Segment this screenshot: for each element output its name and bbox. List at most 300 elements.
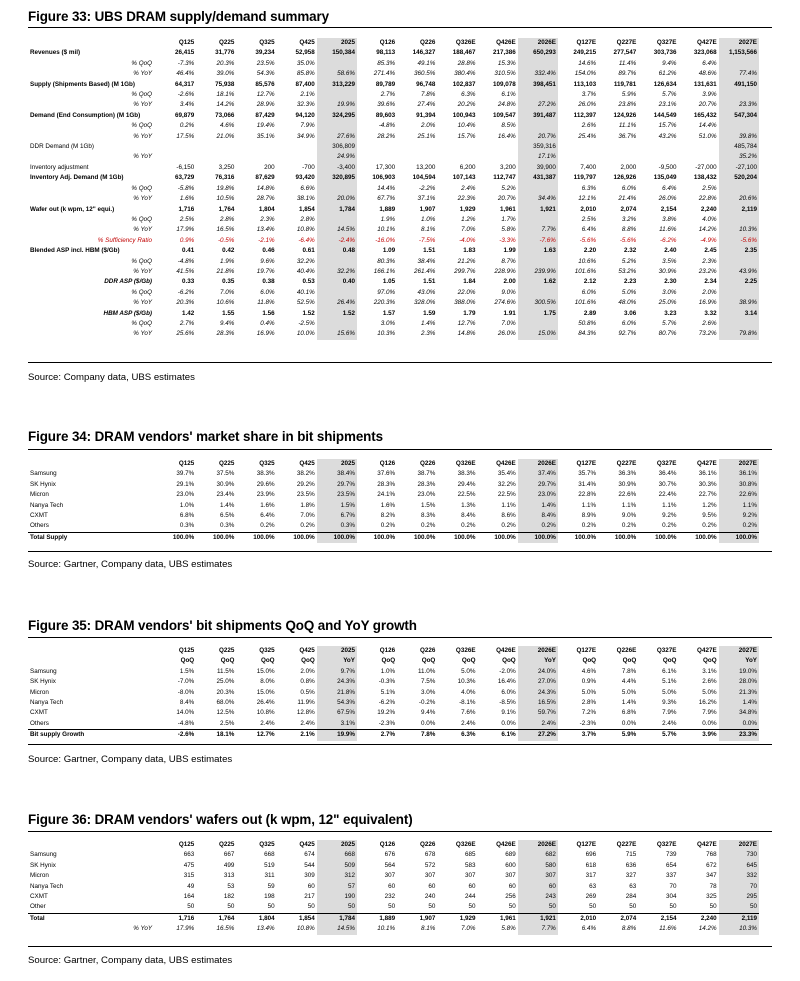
- table-cell: 2.3%: [702, 257, 717, 265]
- table-cell: 14.8%: [457, 330, 476, 338]
- table-cell: 96,748: [416, 80, 436, 88]
- table-cell: 5.2%: [621, 257, 637, 265]
- table-cell: 50: [518, 902, 558, 913]
- column-header: Q226: [419, 647, 436, 654]
- table-cell: 76,316: [215, 174, 235, 182]
- table-cell: -5.6%: [719, 236, 759, 246]
- table-cell: -2.0%: [499, 667, 516, 675]
- table-row: [28, 329, 759, 339]
- table-cell: 347: [706, 872, 717, 880]
- table-cell: 21.8%: [216, 267, 235, 275]
- table-cell: -6.4%: [298, 236, 315, 244]
- table-cell: 68.0%: [216, 699, 235, 707]
- table-cell: [156, 152, 196, 162]
- table-cell: 50: [709, 903, 717, 911]
- table-cell: 16.4%: [497, 678, 516, 686]
- table-cell: 87,629: [255, 174, 275, 182]
- table-cell: 2.0%: [702, 288, 717, 296]
- table-cell: 10.5%: [216, 195, 235, 203]
- table-cell: -4.9%: [700, 236, 717, 244]
- column-subheader: YoY: [518, 656, 558, 666]
- column-header: Q226: [419, 460, 436, 467]
- table-cell: 9.3%: [662, 699, 677, 707]
- table-cell: 359,316: [518, 142, 558, 152]
- table-cell: 20.0%: [317, 194, 357, 204]
- table-cell: 29.4%: [457, 480, 476, 488]
- table-cell: 200: [264, 163, 275, 171]
- row-label: SK Hynix: [30, 861, 56, 869]
- table-cell: 1.0%: [179, 501, 195, 509]
- table-cell: 63: [629, 882, 637, 890]
- table-cell: -5.8%: [177, 184, 195, 192]
- table-cell: 4.0%: [702, 215, 717, 223]
- table-cell: 28.9%: [256, 101, 275, 109]
- table-cell: -6.2%: [177, 288, 195, 296]
- table-cell: 13.4%: [256, 925, 275, 933]
- table-cell: 22.5%: [457, 491, 476, 499]
- table-cell: 6.0%: [501, 688, 516, 696]
- table-cell: -5.6%: [579, 236, 597, 244]
- column-header: Q326E: [455, 39, 476, 46]
- table-cell: 1.1%: [719, 501, 759, 511]
- table-cell: 6.0%: [260, 288, 275, 296]
- table-cell: 23.8%: [618, 101, 637, 109]
- table-cell: [719, 90, 759, 100]
- table-cell: 2.12: [583, 278, 597, 286]
- table-cell: 101.6%: [574, 299, 597, 307]
- table-cell: 53.2%: [618, 267, 637, 275]
- table-cell: 87,429: [255, 111, 275, 119]
- table-cell: 306,809: [317, 142, 357, 152]
- table-cell: 6.8%: [621, 709, 637, 717]
- table-cell: [719, 121, 759, 131]
- table-cell: 11.5%: [217, 667, 235, 675]
- table-cell: 12.7%: [256, 91, 275, 99]
- column-subheader: QoQ: [502, 657, 516, 665]
- table-cell: 6.7%: [317, 511, 357, 521]
- table-cell: 8.0%: [260, 678, 275, 686]
- column-header: Q326E: [455, 460, 476, 467]
- table-cell: [317, 184, 357, 194]
- table-cell: 27.4%: [417, 101, 436, 109]
- table-cell: 8.7%: [501, 257, 516, 265]
- table-cell: 25.6%: [176, 330, 195, 338]
- table-cell: 22.7%: [698, 491, 717, 499]
- table-row: [28, 184, 759, 194]
- column-header: Q225: [219, 39, 235, 46]
- table-cell: 79.8%: [719, 329, 759, 339]
- table-cell: 7.6%: [461, 709, 476, 717]
- table-row: [28, 267, 759, 277]
- table-cell: 8.6%: [501, 512, 516, 520]
- table-cell: 18.1%: [196, 730, 236, 741]
- row-label: Wafer out (k wpm, 12" equi.): [30, 205, 115, 213]
- table-cell: 22.6%: [618, 491, 637, 499]
- table-cell: 23.0%: [518, 490, 558, 500]
- table-cell: 38.2%: [296, 470, 315, 478]
- table-cell: 22.3%: [457, 195, 476, 203]
- row-label: % YoY: [133, 195, 153, 203]
- column-subheader: QoQ: [703, 657, 717, 665]
- table-cell: 1,929: [459, 205, 476, 213]
- table-cell: 307: [424, 872, 436, 880]
- table-cell: 2.1%: [300, 91, 315, 99]
- table-cell: 26.0%: [497, 330, 516, 338]
- table-cell: 7.7%: [518, 225, 558, 235]
- table-row: [28, 871, 759, 881]
- table-cell: 98,113: [376, 49, 396, 57]
- table-cell: 9.2%: [662, 512, 677, 520]
- table-cell: 23.3%: [719, 100, 759, 110]
- table-cell: 2,010: [580, 205, 597, 213]
- column-header: Q127E: [576, 460, 597, 467]
- column-subheader: QoQ: [582, 657, 597, 665]
- table-cell: 475: [183, 861, 195, 869]
- table-cell: 12.5%: [216, 709, 235, 717]
- table-cell: 14.8%: [256, 184, 275, 192]
- table-row: [28, 142, 759, 152]
- column-subheader: YoY: [317, 656, 357, 666]
- table-cell: 654: [665, 861, 677, 869]
- table-cell: 23.4%: [216, 491, 235, 499]
- table-cell: 20.7%: [698, 101, 717, 109]
- table-cell: 1,907: [419, 205, 436, 213]
- table-cell: 34.9%: [296, 132, 315, 140]
- row-label: Samsung: [30, 667, 57, 675]
- table-cell: 100.0%: [277, 532, 317, 543]
- table-cell: 1.63: [518, 246, 558, 256]
- table-cell: -3,400: [317, 163, 357, 173]
- column-header: Q226: [419, 841, 436, 848]
- table-cell: 1.4%: [719, 698, 759, 708]
- table-cell: 85,576: [255, 80, 275, 88]
- table-cell: 682: [518, 850, 558, 860]
- table-cell: 583: [465, 861, 476, 869]
- table-cell: 24.0%: [518, 667, 558, 677]
- table-cell: 38.7%: [417, 470, 436, 478]
- table-cell: 10.3%: [719, 924, 759, 934]
- table-cell: 315: [183, 872, 195, 880]
- table-cell: 1,961: [499, 205, 516, 213]
- table-cell: 580: [518, 861, 558, 871]
- table-cell: 5.0%: [621, 688, 637, 696]
- table-cell: [357, 152, 397, 162]
- table-cell: 2.5%: [179, 215, 195, 223]
- table-cell: 431,387: [518, 173, 558, 183]
- table-cell: 15.0%: [256, 667, 275, 675]
- table-cell: 22.8%: [578, 491, 597, 499]
- table-cell: 52.5%: [296, 299, 315, 307]
- table-cell: 1.99: [503, 247, 516, 255]
- table-cell: 520,204: [719, 173, 759, 183]
- table-cell: 1.52: [302, 309, 315, 317]
- table-cell: 0.2%: [518, 521, 558, 532]
- table-cell: [719, 59, 759, 69]
- table-cell: 1.1%: [581, 501, 597, 509]
- table-cell: 7.8%: [397, 730, 437, 741]
- table-cell: 6.4%: [260, 512, 275, 520]
- table-row: [28, 677, 759, 687]
- table-cell: 36.4%: [658, 470, 677, 478]
- table-cell: 31.4%: [578, 480, 597, 488]
- row-label: Inventory adjustment: [30, 163, 89, 171]
- row-label: Nanya Tech: [30, 501, 64, 509]
- table-cell: 11.6%: [659, 226, 677, 234]
- row-label: Revenues ($ mil): [30, 49, 81, 57]
- table-cell: 22.0%: [457, 288, 476, 296]
- row-label: DDR Demand (M 1Gb): [30, 143, 95, 151]
- table-cell: 29.7%: [317, 480, 357, 490]
- table-cell: 39.6%: [377, 101, 396, 109]
- table-cell: 1.0%: [420, 215, 436, 223]
- table-cell: -27,000: [695, 163, 717, 171]
- table-cell: 0.5%: [300, 688, 315, 696]
- table-cell: 14.0%: [176, 709, 195, 717]
- table-cell: 5.0%: [621, 288, 637, 296]
- column-header: Q126: [379, 841, 396, 848]
- table-cell: 24.3%: [518, 688, 558, 698]
- table-cell: 1.62: [518, 277, 558, 287]
- table-cell: 23.5%: [296, 491, 315, 499]
- table-cell: 10.6%: [578, 257, 597, 265]
- table-cell: -0.2%: [418, 699, 436, 707]
- table-cell: [236, 152, 276, 162]
- table-cell: 650,293: [518, 48, 558, 58]
- table-cell: 53: [227, 882, 235, 890]
- table-cell: 324,295: [317, 111, 357, 121]
- table-cell: 73,066: [215, 111, 235, 119]
- column-header: Q225: [219, 841, 235, 848]
- column-header: 2027E: [719, 840, 759, 850]
- table-cell: 150,384: [317, 48, 357, 58]
- table-cell: 37.4%: [518, 469, 558, 479]
- table-cell: 50: [267, 903, 275, 911]
- table-cell: 113,103: [573, 80, 597, 88]
- table-cell: 6.1%: [501, 91, 516, 99]
- table-cell: 60: [508, 882, 516, 890]
- row-label: Inventory Adj. Demand (M 1Gb): [30, 174, 124, 182]
- header-row: [28, 38, 759, 48]
- row-label: HBM ASP ($/Gb): [103, 309, 153, 317]
- table-cell: 29.1%: [176, 480, 195, 488]
- table-cell: 30.9%: [216, 480, 235, 488]
- table-cell: 739: [665, 851, 677, 859]
- table-cell: 398,451: [518, 80, 558, 90]
- table-cell: 25.1%: [417, 132, 436, 140]
- row-label: Micron: [30, 688, 49, 696]
- table-cell: 8.8%: [621, 925, 637, 933]
- table-cell: 38.3%: [256, 470, 275, 478]
- table-cell: 135,049: [653, 174, 677, 182]
- column-header: Q226E: [616, 647, 637, 654]
- table-cell: 24.8%: [497, 101, 516, 109]
- row-label: % YoY: [133, 226, 153, 234]
- table-cell: 144,549: [653, 111, 677, 119]
- column-header: 2025: [317, 646, 357, 656]
- column-header: Q425: [299, 39, 315, 46]
- row-label: % QoQ: [131, 122, 153, 130]
- row-label: % YoY: [133, 70, 153, 78]
- table-cell: 668: [317, 850, 357, 860]
- table-cell: 730: [719, 850, 759, 860]
- table-cell: 2.32: [624, 247, 637, 255]
- table-cell: 674: [304, 851, 315, 859]
- table-cell: 5.8%: [501, 226, 516, 234]
- table-cell: 50.8%: [578, 319, 597, 327]
- table-cell: 10.8%: [296, 226, 315, 234]
- fig35-source: Source: Gartner, Company data, UBS estimates: [28, 754, 233, 765]
- table-cell: 3.8%: [662, 215, 677, 223]
- header-label-cell: [28, 646, 156, 656]
- table-cell: 2.1%: [277, 730, 317, 741]
- table-cell: 696: [585, 851, 597, 859]
- table-cell: 240: [424, 893, 436, 901]
- table-cell: 2.25: [719, 277, 759, 287]
- table-cell: 43.2%: [658, 132, 677, 140]
- table-cell: 2.8%: [581, 699, 597, 707]
- table-cell: 3.0%: [380, 319, 396, 327]
- table-cell: 9.6%: [260, 257, 275, 265]
- table-row: [28, 163, 759, 173]
- column-header: Q125: [178, 39, 195, 46]
- table-cell: 15.7%: [658, 122, 677, 130]
- table-cell: 35.1%: [256, 132, 275, 140]
- row-label: % QoQ: [131, 184, 153, 192]
- table-cell: -4.8%: [378, 122, 396, 130]
- table-cell: 16.9%: [698, 299, 717, 307]
- table-cell: 6.6%: [300, 184, 315, 192]
- table-row: [28, 882, 759, 892]
- table-cell: 20.3%: [176, 299, 195, 307]
- table-cell: -2.5%: [298, 319, 315, 327]
- table-cell: 309: [304, 872, 315, 880]
- table-cell: 0.40: [317, 277, 357, 287]
- table-cell: 5.8%: [501, 925, 516, 933]
- table-cell: 67.5%: [317, 708, 357, 718]
- table-cell: 7,400: [580, 163, 597, 171]
- table-cell: 3.7%: [558, 730, 598, 741]
- fig36-source: Source: Gartner, Company data, UBS estimates: [28, 955, 233, 966]
- row-label: Supply (Shipments Based) (M 1Gb): [30, 80, 135, 88]
- table-cell: 39.0%: [216, 70, 235, 78]
- table-cell: 50: [719, 902, 759, 913]
- table-cell: 1,784: [317, 913, 357, 924]
- table-cell: -6.2%: [378, 699, 396, 707]
- table-cell: 1.4%: [518, 501, 558, 511]
- table-row: [28, 246, 759, 256]
- table-cell: 30.3%: [698, 480, 717, 488]
- row-label: % YoY: [133, 153, 153, 161]
- table-cell: 9.4%: [220, 319, 235, 327]
- table-cell: 2.7%: [380, 91, 396, 99]
- table-cell: 8.1%: [420, 226, 436, 234]
- column-subheader: YoY: [719, 656, 759, 666]
- table-cell: 138,432: [693, 174, 717, 182]
- table-cell: -8.5%: [499, 699, 516, 707]
- table-cell: 77.4%: [719, 69, 759, 79]
- table-cell: 547,304: [719, 111, 759, 121]
- table-cell: 0.0%: [702, 719, 717, 727]
- table-cell: [196, 152, 236, 162]
- table-cell: 112,397: [573, 111, 597, 119]
- row-label: Total: [28, 913, 156, 924]
- column-subheader: QoQ: [421, 657, 436, 665]
- table-cell: 85.8%: [296, 70, 315, 78]
- table-cell: 9.1%: [501, 709, 516, 717]
- table-cell: 19.9%: [317, 730, 357, 741]
- table-cell: 2.20: [583, 247, 597, 255]
- table-cell: 39.8%: [719, 132, 759, 142]
- table-cell: 304: [665, 893, 677, 901]
- table-cell: 29.6%: [256, 480, 275, 488]
- column-header: Q225: [219, 647, 235, 654]
- table-cell: 11.8%: [257, 299, 275, 307]
- table-cell: 284: [625, 893, 637, 901]
- table-cell: 28.2%: [377, 132, 396, 140]
- table-cell: 5.1%: [380, 688, 396, 696]
- table-cell: 2.00: [503, 278, 516, 286]
- table-cell: 19.9%: [317, 100, 357, 110]
- table-cell: 0.3%: [179, 522, 195, 530]
- table-cell: 28.3%: [216, 330, 235, 338]
- table-cell: 332: [719, 871, 759, 881]
- row-label: Others: [30, 719, 49, 727]
- fig35-top-rule: [28, 637, 772, 638]
- table-cell: [558, 152, 598, 162]
- table-cell: [196, 142, 236, 152]
- row-label: CXMT: [30, 709, 48, 717]
- table-cell: 20.7%: [518, 132, 558, 142]
- table-cell: 10.8%: [296, 925, 315, 933]
- table-cell: [317, 59, 357, 69]
- column-subheader: QoQ: [301, 657, 315, 665]
- table-cell: 5.7%: [662, 91, 677, 99]
- table-row: [28, 511, 759, 521]
- table-row: [28, 277, 759, 287]
- table-cell: 102,837: [452, 80, 476, 88]
- table-cell: 59.7%: [518, 708, 558, 718]
- table-cell: 30.9%: [618, 480, 637, 488]
- table-cell: 269: [585, 893, 597, 901]
- table-cell: 2.30: [664, 278, 677, 286]
- table-row: [28, 719, 759, 730]
- row-label: Blended ASP incl. HBM ($/Gb): [30, 247, 120, 255]
- table-cell: 29.2%: [296, 480, 315, 488]
- table-cell: 499: [223, 861, 235, 869]
- table-cell: 509: [317, 861, 357, 871]
- table-cell: 28.0%: [719, 677, 759, 687]
- table-cell: 672: [706, 861, 717, 869]
- table-cell: 2.6%: [581, 122, 597, 130]
- table-cell: 3.0%: [420, 688, 436, 696]
- header-row: [28, 459, 759, 469]
- table-cell: 0.33: [181, 278, 195, 286]
- table-cell: 50: [468, 903, 476, 911]
- table-cell: 23.0%: [417, 491, 436, 499]
- table-cell: 198: [264, 893, 275, 901]
- table-cell: 10.3%: [719, 225, 759, 235]
- table-cell: 39,900: [518, 163, 558, 173]
- column-subheader: QoQ: [461, 657, 476, 665]
- table-cell: 54.3%: [317, 698, 357, 708]
- table-cell: 40.4%: [296, 267, 315, 275]
- table-cell: -0.3%: [378, 678, 396, 686]
- table-cell: 4.6%: [581, 667, 597, 675]
- column-header: Q227E: [616, 460, 637, 467]
- table-cell: 678: [424, 851, 436, 859]
- table-cell: 299.7%: [454, 267, 476, 275]
- table-cell: 48.6%: [698, 70, 717, 78]
